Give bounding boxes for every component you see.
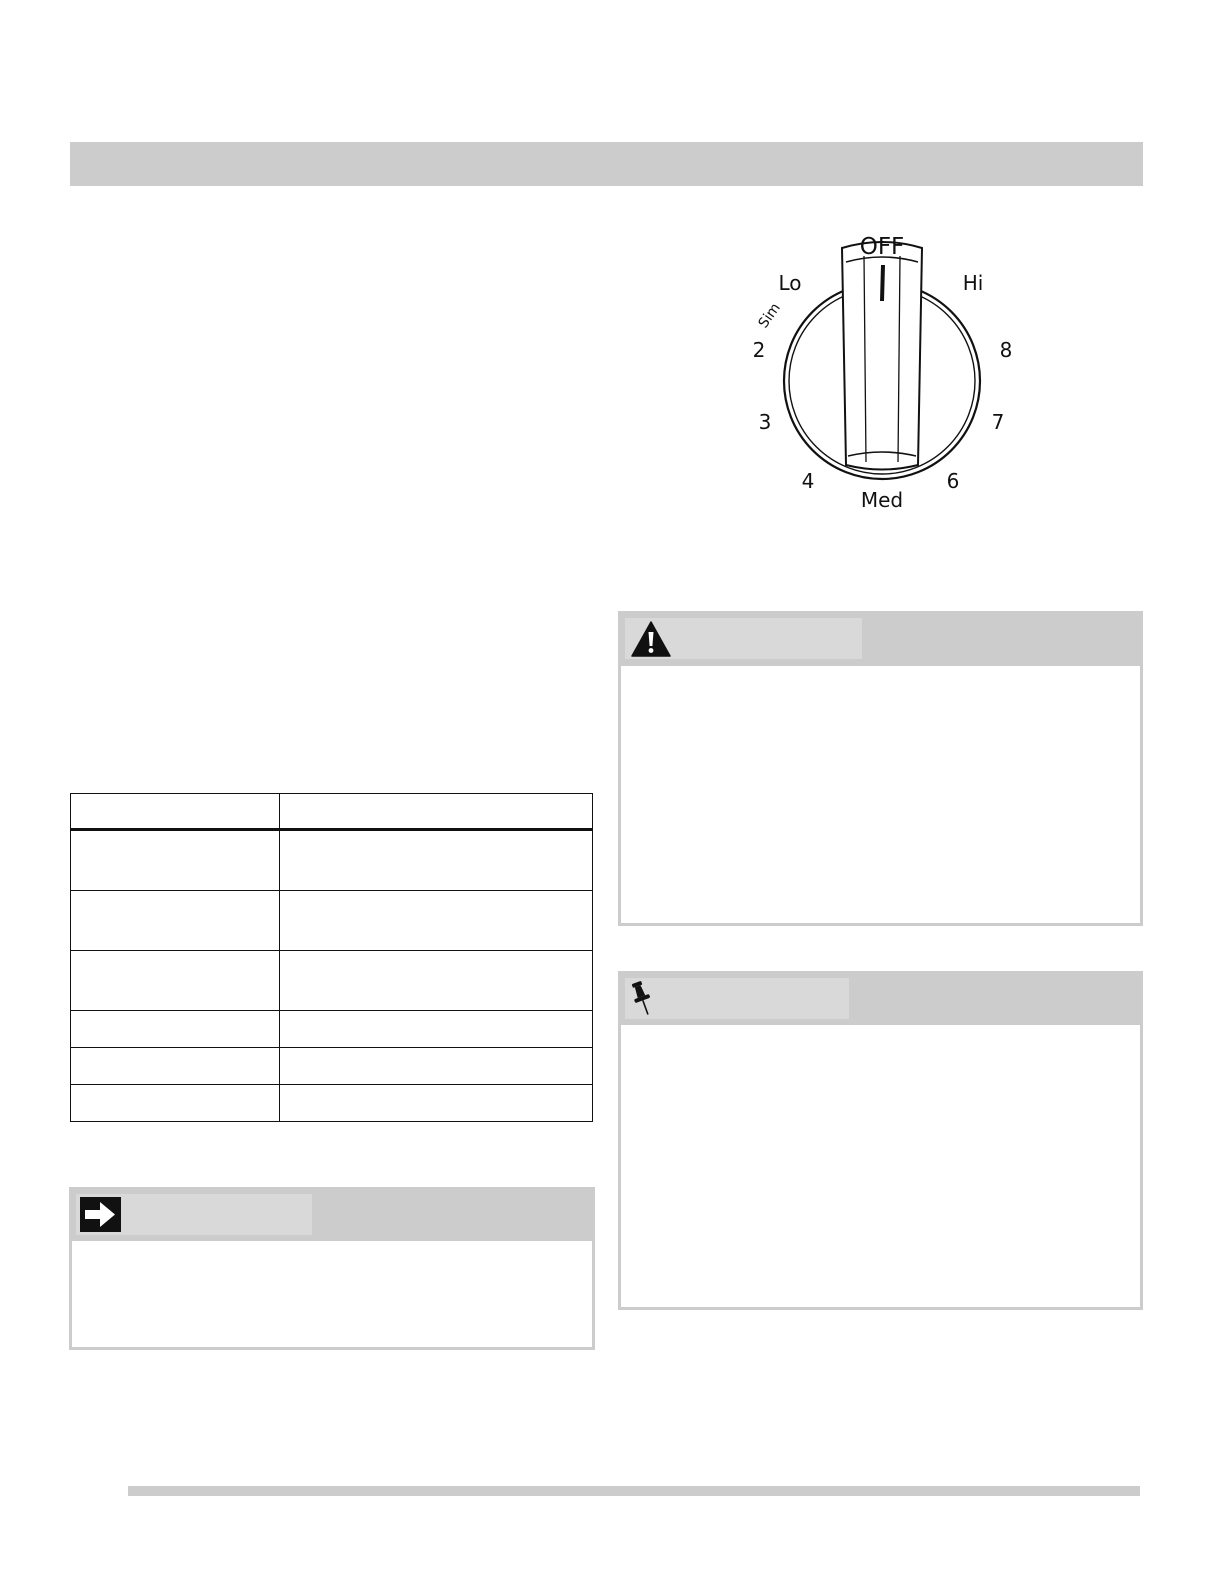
table-header-cell [71,794,280,830]
control-knob-svg [735,222,1035,522]
table-cell [280,1085,593,1122]
table-row [71,891,593,951]
warning-callout [618,611,1143,926]
table-row [71,1085,593,1122]
label-4: 4 [801,469,815,493]
label-off: OFF [859,234,905,260]
arrow-right-icon [80,1197,121,1232]
label-med: Med [860,488,904,512]
label-sim: Sim [755,300,784,332]
table-row [71,1011,593,1048]
table-cell [71,1085,280,1122]
table-cell [71,830,280,891]
label-3: 3 [758,410,772,434]
label-lo: Lo [778,271,802,295]
note-callout [618,971,1143,1310]
table-cell [71,951,280,1011]
label-7: 7 [991,410,1005,434]
table-row [71,951,593,1011]
pushpin-icon [629,979,657,1019]
label-8: 8 [999,338,1013,362]
table-cell [280,951,593,1011]
table-cell [71,1048,280,1085]
label-hi: Hi [962,271,984,295]
table-cell [280,830,593,891]
control-knob-diagram [735,222,1035,522]
warning-triangle-icon [631,621,671,657]
table-row [71,830,593,891]
label-6: 6 [946,469,960,493]
table-cell [71,1011,280,1048]
table-row [71,1048,593,1085]
important-callout [69,1187,595,1350]
heat-settings-table [70,793,593,1122]
table-cell [280,891,593,951]
footer-rule [128,1486,1140,1496]
table-cell [71,891,280,951]
knob-indicator-mark [882,265,883,301]
table-cell [280,1011,593,1048]
note-header-tab [625,978,849,1019]
table-header-row [71,794,593,830]
section-header-bar [70,142,1143,186]
table-cell [280,1048,593,1085]
table-header-cell [280,794,593,830]
label-2: 2 [752,338,766,362]
